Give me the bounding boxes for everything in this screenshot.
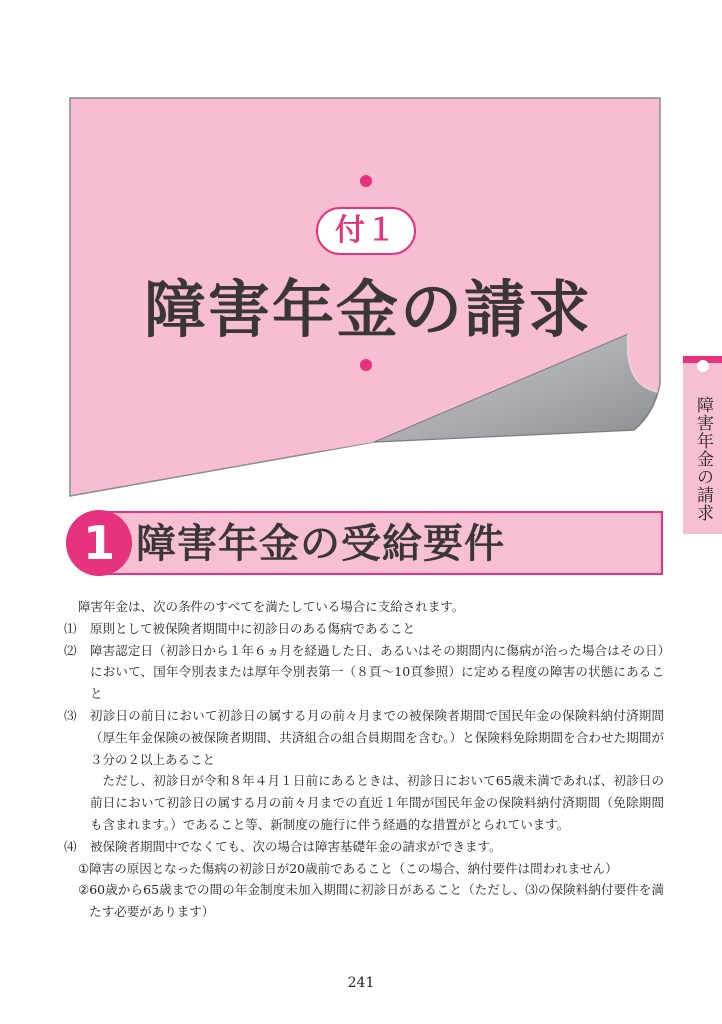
list-item-3-note	[64, 770, 664, 835]
item-number: ⑶	[64, 707, 77, 723]
decorative-dot-top	[360, 175, 372, 187]
sub-item-text: 60歳から65歳までの間の年金制度未加入期間に初診日があること（ただし、⑶の保険料納付要件を満たす必要があります）	[89, 882, 664, 920]
side-tab-label: 障害年金の請求	[693, 396, 713, 522]
sub-item-2	[64, 879, 664, 923]
appendix-label: 付１	[316, 207, 416, 255]
chapter-title: 障害年金の請求	[143, 273, 592, 346]
page-number: 241	[347, 975, 375, 991]
item-number: ⑴	[64, 620, 77, 636]
item-number: ⑷	[64, 838, 77, 854]
sub-item-text: 障害の原因となった傷病の初診日が20歳前であること（この場合、納付要件は問われません）	[89, 860, 618, 876]
list-item-1	[64, 618, 664, 640]
list-item-3	[64, 705, 664, 770]
list-item-2	[64, 640, 664, 705]
section-title: 障害年金の受給要件	[136, 521, 505, 567]
body-text	[64, 596, 664, 923]
sub-item-1	[64, 858, 664, 880]
list-item-4	[64, 836, 664, 858]
item-text: 障害認定日（初診日から１年６ヵ月を経過した日、あるいはその期間内に傷病が治った場合はその日）において、国年令別表または厚年令別表第一（８頁～10頁参照）に定める程度の障害の状態にあること	[90, 642, 664, 702]
item-text: 被保険者期間中でなくても、次の場合は障害基礎年金の請求ができます。	[90, 838, 502, 854]
section-number-badge: 1	[66, 510, 132, 576]
item-note-text: ただし、初診日が令和８年４月１日前にあるときは、初診日において65歳未満であれば、初診日の前日において初診日の属する月の前々月までの直近１年間が国民年金の保険料納付済期間（免除期間も含まれます。）であること等、新制度の施行に伴う経過的な措置がとられています。	[90, 773, 664, 832]
item-number: ⑵	[64, 642, 77, 658]
side-index-tab[interactable]	[683, 356, 722, 534]
item-text: 原則として被保険者期間中に初診日のある傷病であること	[90, 620, 416, 636]
chapter-title-card	[68, 96, 662, 498]
side-tab-notch	[697, 360, 709, 372]
sub-item-mark: ②	[78, 882, 90, 898]
decorative-dot-bottom	[360, 359, 372, 371]
item-text: 初診日の前日において初診日の属する月の前々月までの被保険者期間で国民年金の保険料納付済期間（厚生年金保険の被保険者期間、共済組合の組合員期間を含む。）と保険料免除期間を合わせた期間が３分の２以上あること	[90, 707, 664, 767]
intro-paragraph: 障害年金は、次の条件のすべてを満たしている場合に支給されます。	[78, 599, 465, 614]
sub-item-mark: ①	[78, 860, 90, 876]
